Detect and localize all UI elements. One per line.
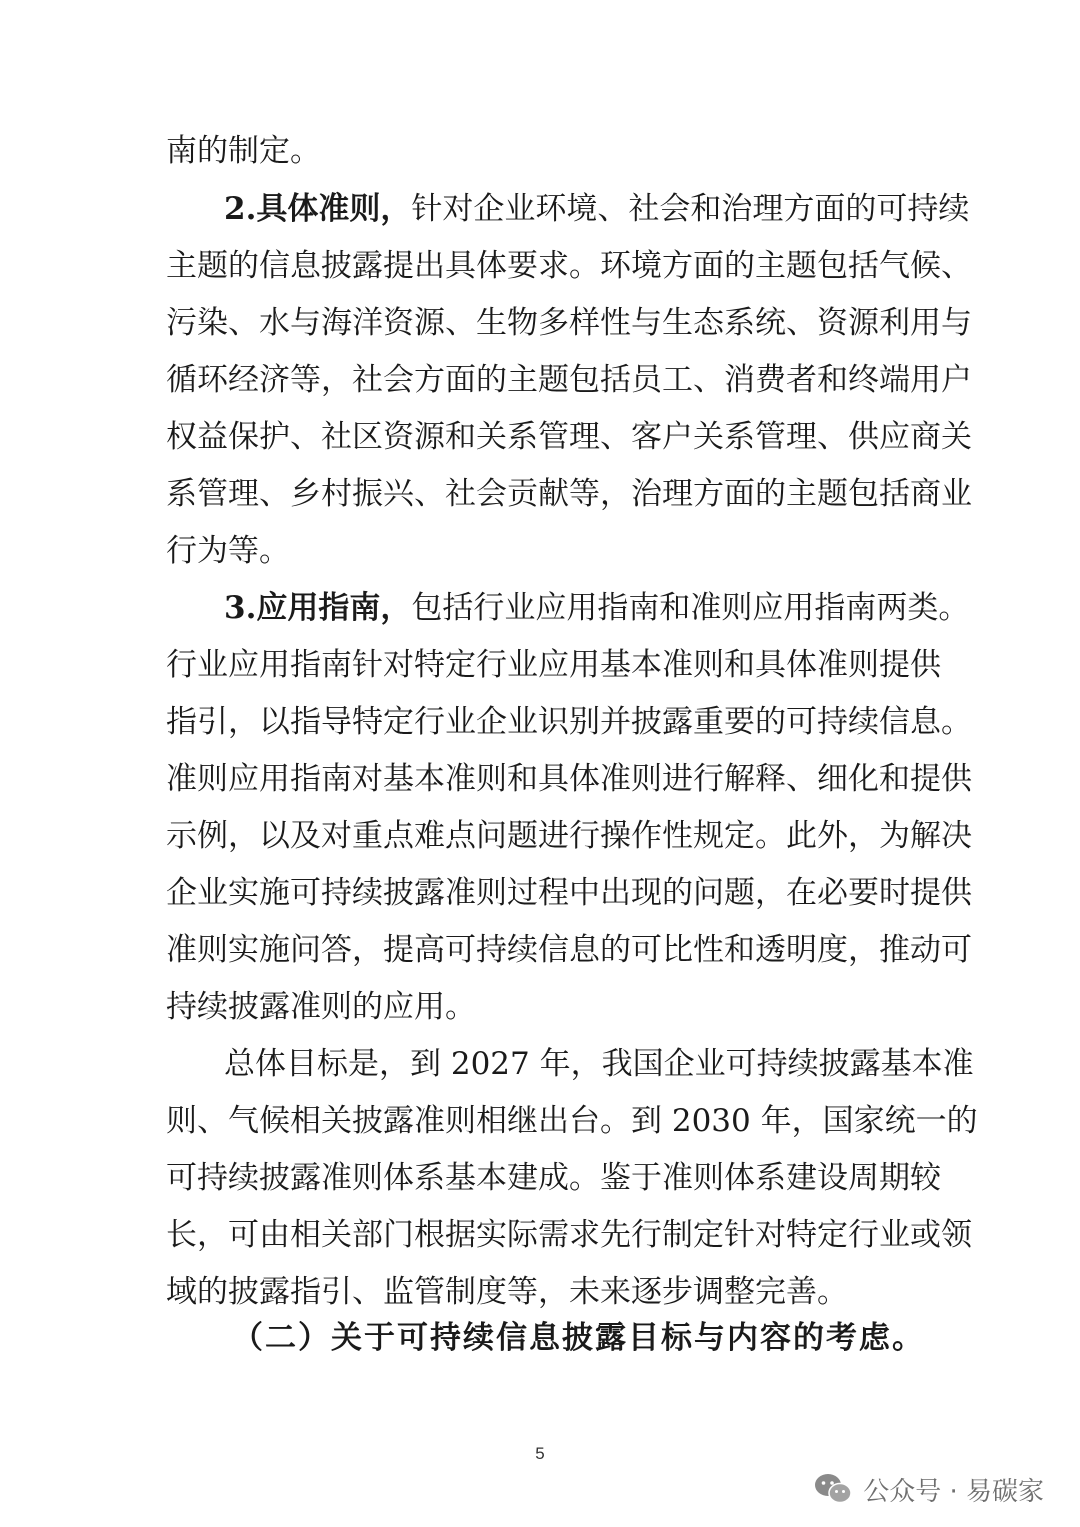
text-line: 行为等。 <box>166 533 290 569</box>
text-line: 主题的信息披露提出具体要求。环境方面的主题包括气候、 <box>166 248 972 284</box>
watermark-text: 公众号 · 易碳家 <box>863 1476 1044 1507</box>
text-line: 南的制定。 <box>166 133 321 169</box>
lead-bold: 3.应用指南， <box>224 590 412 626</box>
text-line: 总体目标是，到 2027 年，我国企业可持续披露基本准 <box>224 1046 974 1082</box>
lead-bold: 2.具体准则， <box>224 191 412 227</box>
text-line: 准则应用指南对基本准则和具体准则进行解释、细化和提供 <box>166 761 972 797</box>
section-heading: （二）关于可持续信息披露目标与内容的考虑。 <box>232 1320 925 1356</box>
lead-rest: 针对企业环境、社会和治理方面的可持续 <box>411 191 970 227</box>
text-line: 系管理、乡村振兴、社会贡献等，治理方面的主题包括商业 <box>166 476 972 512</box>
watermark <box>813 1468 1044 1510</box>
text-line: 持续披露准则的应用。 <box>166 989 476 1025</box>
text-line: 可持续披露准则体系基本建成。鉴于准则体系建设周期较 <box>166 1160 941 1196</box>
text-line: 污染、水与海洋资源、生物多样性与生态系统、资源利用与 <box>166 305 972 341</box>
text-line: 企业实施可持续披露准则过程中出现的问题，在必要时提供 <box>166 875 972 911</box>
text-line: 行业应用指南针对特定行业应用基本准则和具体准则提供 <box>166 647 941 683</box>
text-line: 权益保护、社区资源和关系管理、客户关系管理、供应商关 <box>166 419 972 455</box>
text-line: 循环经济等，社会方面的主题包括员工、消费者和终端用户 <box>166 362 972 398</box>
text-line: 准则实施问答，提高可持续信息的可比性和透明度，推动可 <box>166 932 972 968</box>
text-line: 长，可由相关部门根据实际需求先行制定针对特定行业或领 <box>166 1217 972 1253</box>
page-number: 5 <box>535 1444 545 1463</box>
text-line: 示例，以及对重点难点问题进行操作性规定。此外，为解决 <box>166 818 972 854</box>
wechat-icon <box>813 1472 853 1506</box>
text-line: 域的披露指引、监管制度等，未来逐步调整完善。 <box>166 1274 848 1310</box>
lead-rest: 包括行业应用指南和准则应用指南两类。 <box>411 590 970 626</box>
paragraph-lead <box>224 588 970 628</box>
text-line: 则、气候相关披露准则相继出台。到 2030 年，国家统一的 <box>166 1103 978 1139</box>
text-line: 指引，以指导特定行业企业识别并披露重要的可持续信息。 <box>166 704 972 740</box>
paragraph-lead <box>224 189 970 229</box>
